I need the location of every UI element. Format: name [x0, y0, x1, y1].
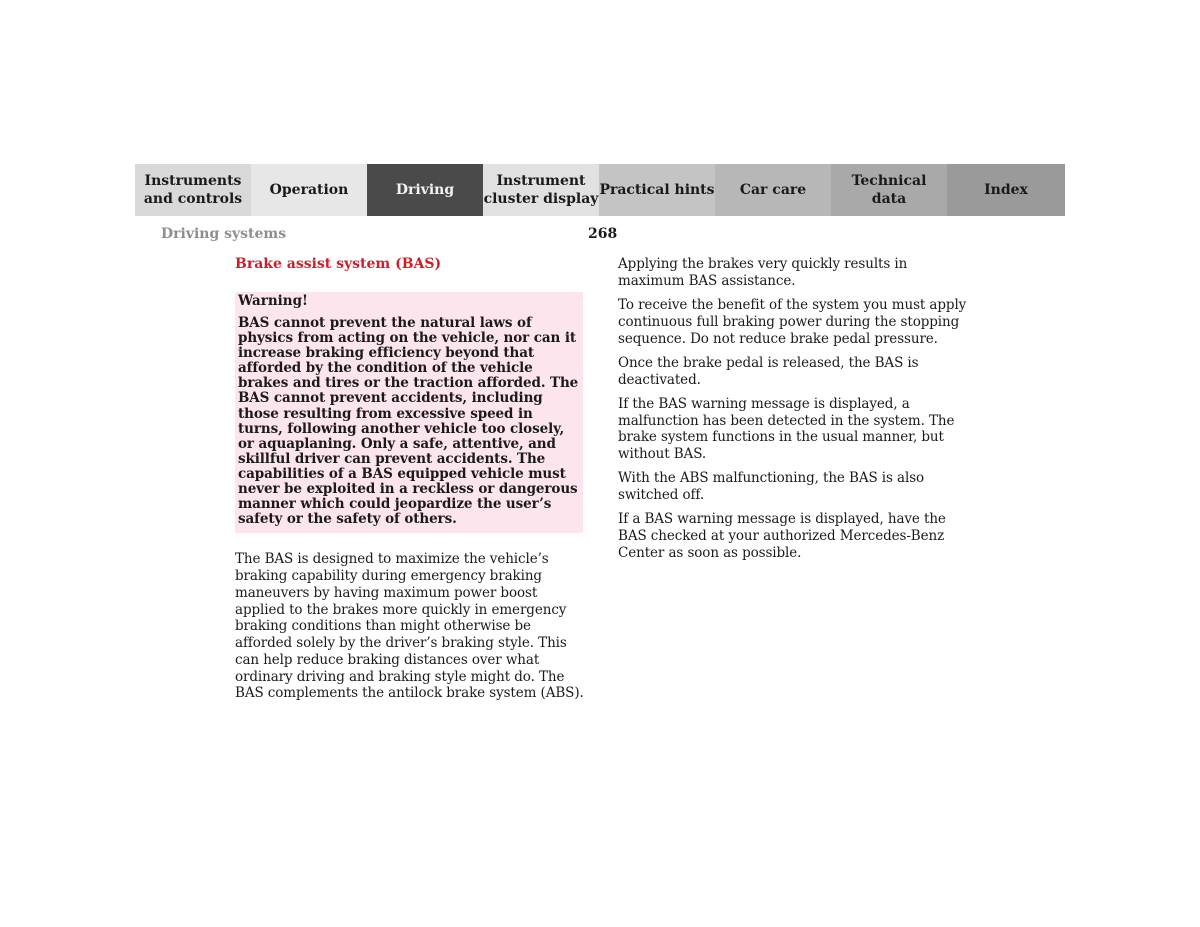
left-column: [235, 256, 585, 702]
section-heading: Brake assist system (BAS): [235, 256, 442, 272]
tab-instruments-and-controls[interactable]: Instruments and controls: [135, 164, 251, 216]
bas-description-paragraph: The BAS is designed to maximize the vehicle’s braking capability during emergency braking maneuvers by having maximum power boost applied to the brakes more quickly in emergency braking conditions than might otherwise be afforded solely by the driver’s braking style. This can help reduce braking distances over what ordinary driving and braking style might do. The BAS complements the antilock brake system (ABS).: [235, 551, 584, 702]
tab-driving[interactable]: Driving: [367, 164, 483, 216]
warning-text: BAS cannot prevent the natural laws of physics from acting on the vehicle, nor can it increase braking efficiency beyond that afforded by the condition of the vehicle brakes and tires or the traction afforded. The BAS cannot prevent accidents, including those resulting from excessive speed in turns, following another vehicle too closely, or aquaplaning. Only a safe, attentive, and skillful driver can prevent accidents. The capabilities of a BAS equipped vehicle must never be exploited in a reckless or dangerous manner which could jeopardize the user’s safety or the safety of others.: [238, 315, 579, 528]
section-title: Driving systems: [161, 226, 287, 242]
tab-instrument-cluster-display[interactable]: Instrument cluster display: [483, 164, 599, 216]
right-column: [618, 256, 973, 569]
tab-technical-data[interactable]: Technical data: [831, 164, 947, 216]
warning-title: Warning!: [238, 293, 308, 309]
tab-car-care[interactable]: Car care: [715, 164, 831, 216]
paragraph: To receive the benefit of the system you must apply continuous full braking power during the stopping sequence. Do not reduce brake pedal pressure.: [618, 297, 967, 347]
chapter-navigation: [135, 164, 1065, 216]
tab-index[interactable]: Index: [947, 164, 1065, 216]
page-number: 268: [588, 226, 618, 242]
tab-operation[interactable]: Operation: [251, 164, 367, 216]
paragraph: With the ABS malfunctioning, the BAS is also switched off.: [618, 470, 925, 503]
paragraph: If the BAS warning message is displayed, a malfunction has been detected in the system. The brake system functions in the usual manner, but without BAS.: [618, 395, 955, 462]
paragraph: If a BAS warning message is displayed, have the BAS checked at your authorized Mercedes-Benz Center as soon as possible.: [618, 511, 946, 561]
paragraph: Once the brake pedal is released, the BAS is deactivated.: [618, 354, 919, 388]
warning-box: [235, 292, 583, 533]
paragraph: Applying the brakes very quickly results in maximum BAS assistance.: [618, 256, 908, 289]
tab-practical-hints[interactable]: Practical hints: [599, 164, 715, 216]
